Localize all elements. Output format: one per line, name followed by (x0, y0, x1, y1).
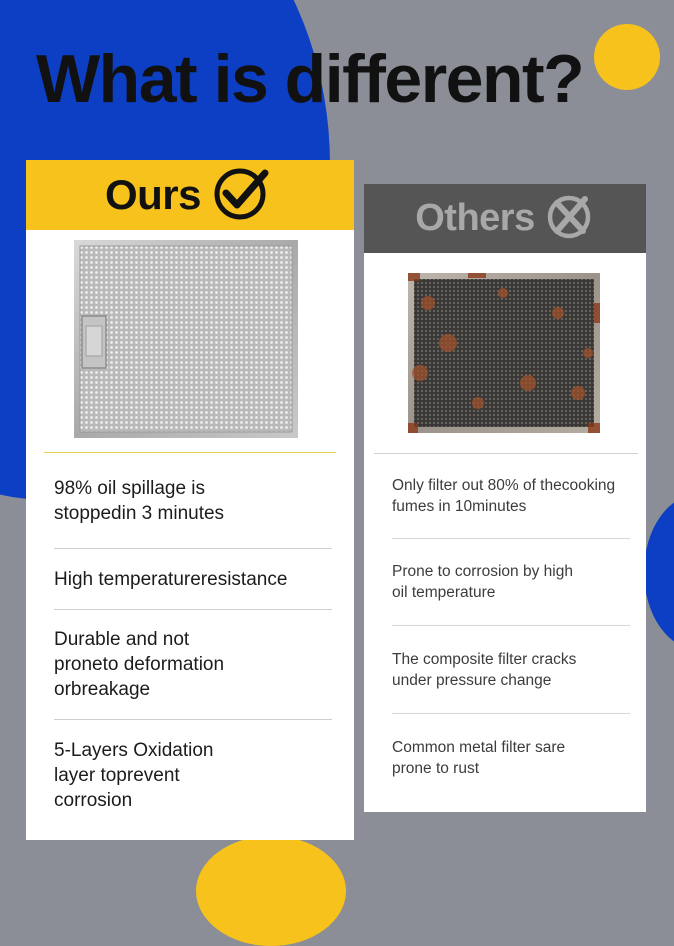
item-text: High temperatureresistance (54, 568, 288, 590)
ours-title: Ours (104, 171, 202, 218)
decorative-blue-circle-right (644, 494, 674, 650)
item-text: fumes in 10minutes (392, 498, 527, 515)
ours-card (26, 160, 354, 840)
list-item (392, 539, 630, 626)
item-text: 98% oil spillage is (54, 477, 206, 499)
item-text: corrosion (54, 789, 133, 811)
clean-filter-image (74, 240, 298, 438)
others-card (364, 184, 646, 812)
list-item (54, 549, 332, 610)
item-text: Only filter out 80% of thecooking (392, 477, 616, 494)
item-text: layer toprevent (54, 764, 180, 786)
item-text: oil temperature (392, 584, 496, 601)
item-text: Prone to corrosion by high (392, 563, 573, 580)
others-feature-list (364, 454, 646, 802)
list-item (54, 720, 332, 830)
decorative-yellow-circle-top (594, 24, 660, 90)
item-text: proneto deformation (54, 654, 225, 675)
item-text: Common metal filter sare (392, 739, 566, 756)
item-text: 5-Layers Oxidation (54, 739, 214, 761)
list-item (54, 453, 332, 549)
item-text: stoppedin 3 minutes (54, 502, 225, 524)
item-text: Durable and not (54, 629, 190, 650)
item-text: orbreakage (54, 679, 151, 700)
check-circle-icon (213, 165, 275, 226)
others-image-area (364, 253, 646, 453)
item-text: under pressure change (392, 671, 552, 689)
others-title: Others (415, 197, 535, 239)
headline: What is different? (36, 41, 584, 117)
list-item (54, 610, 332, 720)
ours-image-area (26, 230, 354, 452)
ours-header (26, 160, 354, 230)
others-header (364, 184, 646, 253)
item-text: The composite filter cracks (392, 650, 577, 668)
item-text: prone to rust (392, 760, 480, 777)
list-item (392, 626, 630, 714)
list-item (392, 454, 630, 539)
ours-feature-list (26, 453, 354, 830)
decorative-yellow-circle-bottom (196, 836, 346, 946)
x-circle-icon (545, 191, 595, 246)
list-item (392, 714, 630, 802)
rusty-filter-image (408, 273, 600, 433)
